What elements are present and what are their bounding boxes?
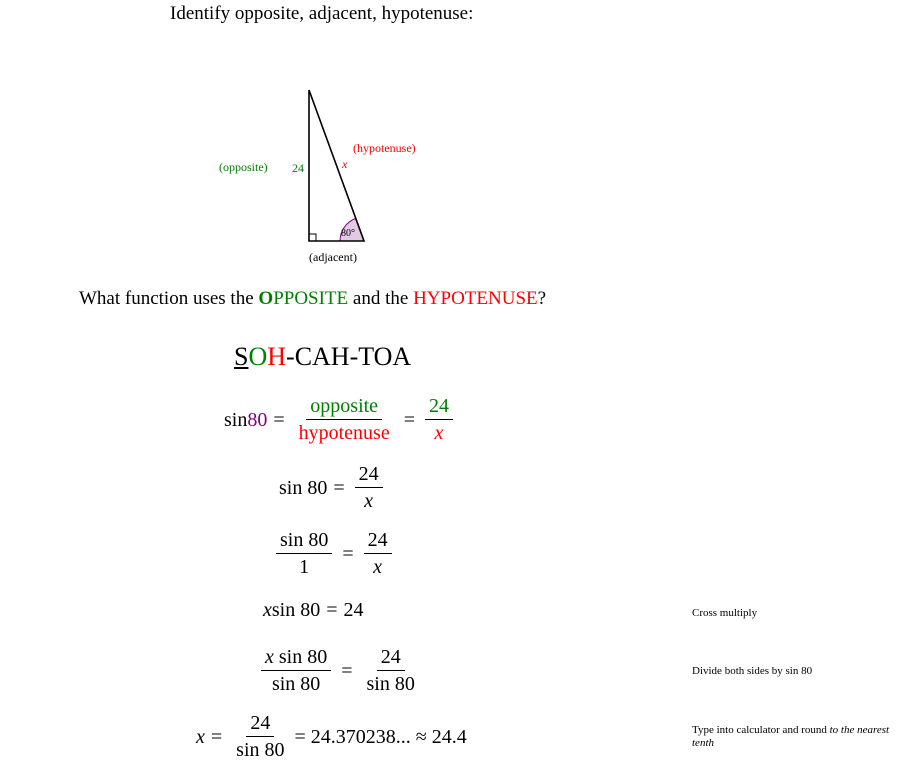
note-divide: Divide both sides by sin 80 <box>692 665 813 677</box>
soh-cah-toa-mnemonic <box>234 342 411 372</box>
final-answer: = 24.370238... ≈ 24.4 <box>294 725 467 748</box>
triangle-outline <box>309 90 364 241</box>
note-cross-multiply: Cross multiply <box>692 607 758 619</box>
page-title: Identify opposite, adjacent, hypotenuse: <box>170 3 474 24</box>
mnemonic-rest: -CAH-TOA <box>286 342 412 371</box>
equation-step-1: sin 80 = $\frac{\text{opposite}}{\text{hypotenuse}}$ = $\frac{24}{x}$ <box>224 396 457 444</box>
equation-step-2: sin 80 = $\frac{24}{x}$ <box>279 464 387 512</box>
opposite-initial: O <box>258 288 274 309</box>
question-text: What function uses the OPPOSITE and the HYPOTENUSE? <box>79 288 547 309</box>
mnemonic-s: S <box>234 342 249 371</box>
opposite-label: (opposite) <box>219 160 268 174</box>
equation-step-3: $\frac{\sin 80}{1}$ = $\frac{24}{x}$ <box>272 530 396 578</box>
right-angle-marker-icon <box>309 234 316 241</box>
ratio-fraction: $\frac{\text{opposite}}{\text{hypotenuse}}$ <box>298 395 390 444</box>
equation-step-6: x = $\frac{24}{\sin 80}$ = 24.370238... ≈ 24.4 <box>196 712 467 761</box>
hypotenuse-word: HYPOTENUSE <box>413 288 538 309</box>
equation-step-4: x sin 80 = 24 <box>263 599 364 621</box>
equation-step-5: $\frac{\text{x sin 80}}{\sin 80}$ = $\frac{24}{\sin 80}$ <box>257 647 423 695</box>
mnemonic-h: H <box>267 342 287 371</box>
value-fraction: $\frac{24}{x}$ <box>425 396 453 444</box>
hypotenuse-label: (hypotenuse) <box>353 141 416 155</box>
mnemonic-o: O <box>248 342 268 371</box>
note-calculator: Type into calculator and round to the nearest tenth <box>692 724 890 749</box>
opposite-value: 24 <box>292 161 304 175</box>
angle-value: 80° <box>341 228 355 239</box>
adjacent-label: (adjacent) <box>309 250 357 264</box>
opposite-word: PPOSITE <box>273 288 349 309</box>
hypotenuse-value: x <box>342 157 348 171</box>
right-triangle-diagram <box>0 0 917 280</box>
